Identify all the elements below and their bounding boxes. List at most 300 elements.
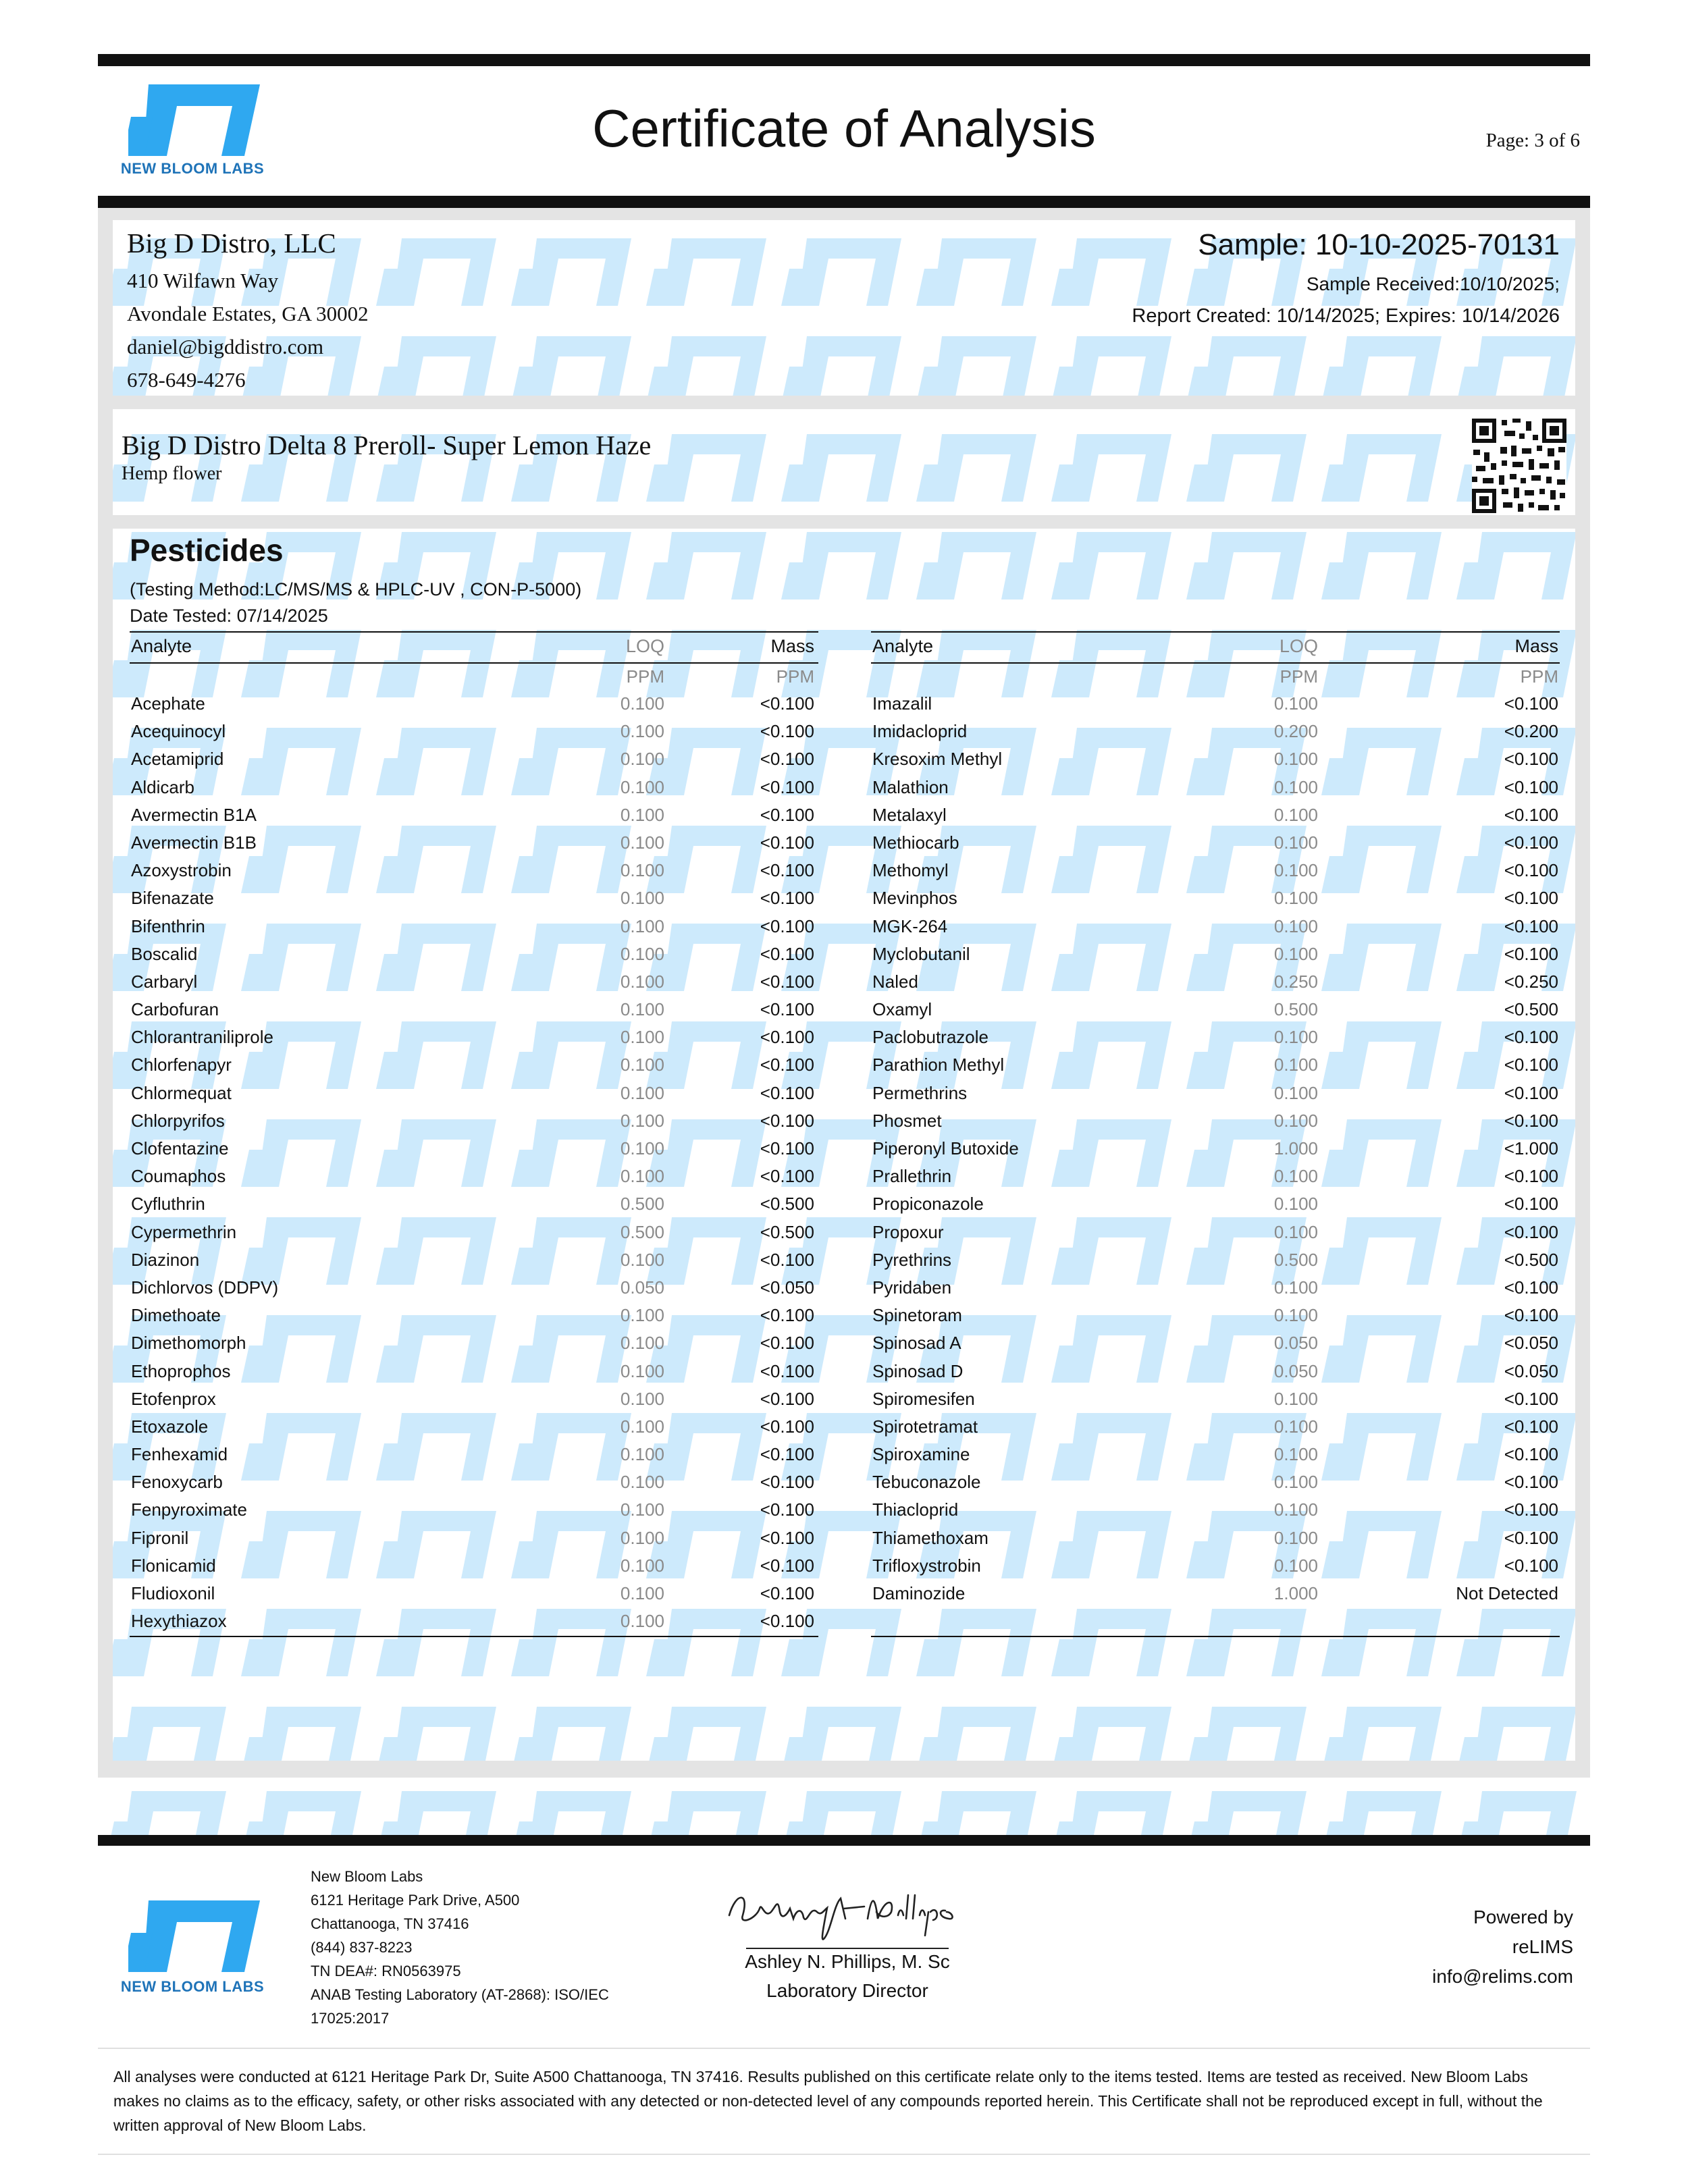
analyte-name: Methiocarb [872,832,959,853]
table-row [130,1163,818,1191]
mass-value: <0.100 [760,1611,814,1632]
client-address-line2: Avondale Estates, GA 30002 [127,302,369,325]
lab-line: 17025:2017 [311,2010,390,2027]
loq-value: 0.100 [620,1583,664,1603]
analyte-name: Flonicamid [131,1555,216,1576]
loq-value: 0.100 [1273,1305,1318,1326]
col-mass-header: Mass [770,636,814,656]
client-phone: 678-649-4276 [127,368,246,392]
mass-value: <0.100 [1504,1305,1558,1326]
table-row [130,1414,818,1441]
qr-code[interactable] [1472,419,1566,513]
analyte-name: Acephate [131,693,205,714]
watermark-strip [98,1778,1590,1838]
loq-value: 0.100 [620,749,664,770]
signature-scribble [722,1878,979,1946]
table-row [871,774,1560,802]
analyte-name: Trifloxystrobin [872,1555,981,1576]
mass-value: <0.100 [760,1527,814,1548]
loq-value: 0.100 [620,1527,664,1548]
analyte-name: Propoxur [872,1221,944,1242]
analyte-name: Malathion [872,776,949,797]
table-header [130,631,818,664]
analyte-name: Coumaphos [131,1166,226,1187]
loq-value: 0.100 [620,1472,664,1493]
col-analyte-header: Analyte [872,636,934,656]
analyte-name: Spiroxamine [872,1444,970,1465]
table-row [871,746,1560,774]
mass-unit: PPM [1520,666,1558,687]
analyte-name: Diazinon [131,1249,200,1270]
analyte-name: Acequinocyl [131,721,226,742]
analyte-name: MGK-264 [872,915,948,936]
loq-value: 0.100 [620,943,664,964]
loq-value: 0.100 [620,1333,664,1354]
signature-line [746,1948,949,1949]
mass-value: <0.100 [1504,1416,1558,1437]
sample-id: Sample: 10-10-2025-70131 [1198,228,1560,261]
loq-value: 0.050 [620,1277,664,1298]
table-row [130,1080,818,1108]
loq-value: 0.100 [1273,1388,1318,1409]
mass-value: <0.100 [760,1027,814,1048]
loq-value: 1.000 [1273,1138,1318,1158]
mass-value: <0.100 [760,999,814,1020]
analyte-name: Hexythiazox [131,1611,227,1632]
loq-value: 0.100 [1273,888,1318,909]
mass-value: <0.100 [1504,1221,1558,1242]
analyte-name: Azoxystrobin [131,860,232,881]
loq-value: 0.100 [1273,1472,1318,1493]
col-loq-header: LOQ [1279,636,1318,656]
disclaimer-top-rule [98,2048,1590,2049]
table-row [871,941,1560,969]
loq-value: 0.100 [620,1555,664,1576]
date-tested: Date Tested: 07/14/2025 [130,606,328,626]
mass-value: <0.500 [1504,999,1558,1020]
mass-value: <0.100 [760,832,814,853]
table-row [130,1330,818,1358]
loq-value: 0.100 [620,1166,664,1187]
table-row [871,1191,1560,1219]
mass-value: <0.050 [1504,1333,1558,1354]
analyte-name: Imazalil [872,693,932,714]
mass-value: <0.100 [760,915,814,936]
loq-unit: PPM [626,666,664,687]
mass-value: <0.100 [1504,1388,1558,1409]
table-row [871,1052,1560,1080]
client-address-line1: 410 Wilfawn Way [127,269,279,292]
analyte-name: Etoxazole [131,1416,209,1437]
loq-value: 0.100 [1273,915,1318,936]
disclaimer: All analyses were conducted at 6121 Heritage Park Dr, Suite A500 Chattanooga, TN 37416. Results published on this certificate relate only to the items tested. Items are tested as received. New Bloom Labs makes no claims as to the efficacy, safety, or other risks associated with any detected or non-detected level of any compounds reported herein. This Certificate shall not be reproduced except in full, without the written approval of New Bloom Labs. [113,2068,1543,2134]
analyte-name: Piperonyl Butoxide [872,1138,1019,1158]
analyte-name: Metalaxyl [872,804,947,825]
table-row [871,1469,1560,1497]
col-analyte-header: Analyte [131,636,192,656]
analyte-name: Spinetoram [872,1305,962,1326]
loq-value: 0.100 [620,832,664,853]
analyte-name: Parathion Methyl [872,1055,1005,1075]
loq-value: 0.100 [1273,1027,1318,1048]
table-row [871,1080,1560,1108]
loq-value: 0.100 [620,888,664,909]
loq-value: 0.100 [1273,804,1318,825]
loq-value: 0.100 [620,721,664,742]
table-row [130,969,818,996]
report-dates: Report Created: 10/14/2025; Expires: 10/14/2026 [1132,305,1560,327]
loq-value: 0.100 [1273,1166,1318,1187]
analyte-name: Avermectin B1A [131,804,257,825]
loq-value: 0.200 [1273,721,1318,742]
analyte-name: Spinosad D [872,1360,964,1381]
mass-value: <0.100 [760,1444,814,1465]
mass-value: <0.100 [1504,1055,1558,1075]
mass-value: <0.100 [1504,1277,1558,1298]
footer-logo-icon [128,1900,263,1973]
analyte-name: Myclobutanil [872,943,970,964]
table-row [130,885,818,913]
analyte-name: Etofenprox [131,1388,216,1409]
table-row [871,830,1560,857]
mass-value: <0.100 [1504,888,1558,909]
table-row [130,1553,818,1580]
lab-address-block [311,1865,609,2030]
loq-value: 0.100 [1273,832,1318,853]
mass-value: <0.100 [760,1055,814,1075]
analyte-name: Chlorpyrifos [131,1110,225,1131]
mass-value: <0.100 [1504,915,1558,936]
analyte-name: Imidacloprid [872,721,968,742]
unit-row [871,664,1560,691]
footer-logo-text: NEW BLOOM LABS [120,1978,265,1995]
loq-value: 0.100 [1273,1194,1318,1215]
loq-value: 0.100 [1273,1082,1318,1103]
loq-value: 0.100 [620,1499,664,1520]
loq-value: 0.100 [620,1611,664,1632]
table-row [871,1163,1560,1191]
loq-value: 1.000 [1273,1583,1318,1603]
mass-value: <0.200 [1504,721,1558,742]
table-row [871,885,1560,913]
table-row [130,830,818,857]
testing-method: (Testing Method:LC/MS/MS & HPLC-UV , CON-P-5000) [130,579,582,600]
loq-value: 0.100 [620,776,664,797]
lab-line: ANAB Testing Laboratory (AT-2868): ISO/IEC [311,1986,609,2003]
mass-value: <0.100 [1504,943,1558,964]
table-row [130,1608,818,1636]
mass-value: <0.100 [760,1499,814,1520]
footer-logo [115,1900,270,2002]
mass-value: <0.100 [760,1082,814,1103]
analyte-name: Oxamyl [872,999,932,1020]
table-row [871,1414,1560,1441]
table-row [871,1108,1560,1136]
mass-value: <0.100 [1504,1555,1558,1576]
loq-value: 0.100 [620,1055,664,1075]
loq-value: 0.100 [620,1444,664,1465]
loq-value: 0.100 [620,971,664,992]
analyte-name: Avermectin B1B [131,832,257,853]
mass-value: <0.100 [760,1138,814,1158]
table-row [871,1219,1560,1247]
mass-value: <0.500 [760,1221,814,1242]
table-row [130,718,818,746]
analyte-name: Cyfluthrin [131,1194,205,1215]
mass-value: <0.500 [1504,1249,1558,1270]
mass-value: <0.100 [760,1583,814,1603]
analyte-name: Prallethrin [872,1166,952,1187]
table-row [130,1525,818,1553]
table-row [130,1386,818,1414]
lab-line: (844) 837-8223 [311,1939,413,1956]
mass-value: <0.100 [1504,749,1558,770]
table-row [871,969,1560,996]
loq-value: 0.100 [620,1027,664,1048]
mass-unit: PPM [776,666,814,687]
loq-value: 0.100 [620,860,664,881]
mass-value: <0.100 [760,1333,814,1354]
mass-value: <0.100 [760,943,814,964]
table-row [130,1108,818,1136]
lab-line: Chattanooga, TN 37416 [311,1915,469,1932]
mass-value: <0.100 [760,860,814,881]
analyte-name: Kresoxim Methyl [872,749,1003,770]
loq-value: 0.500 [620,1194,664,1215]
analyte-name: Fipronil [131,1527,189,1548]
table-row [871,1247,1560,1275]
analyte-name: Thiamethoxam [872,1527,988,1548]
mass-value: Not Detected [1456,1583,1558,1603]
loq-unit: PPM [1280,666,1318,687]
header-rule [98,196,1590,208]
powered-by-label: Powered by [1473,1907,1573,1927]
table-row [130,996,818,1024]
table-row [130,746,818,774]
table-header [871,631,1560,664]
table-row [871,913,1560,941]
loq-value: 0.100 [620,1416,664,1437]
mass-value: <0.100 [1504,1527,1558,1548]
analyte-name: Pyrethrins [872,1249,952,1270]
loq-value: 0.100 [1273,1555,1318,1576]
analyte-name: Chlorfenapyr [131,1055,232,1075]
mass-value: <0.050 [760,1277,814,1298]
table-row [871,1024,1560,1052]
analyte-name: Naled [872,971,918,992]
loq-value: 0.100 [1273,1055,1318,1075]
loq-value: 0.100 [620,804,664,825]
mass-value: <0.100 [760,1416,814,1437]
analyte-name: Spiromesifen [872,1388,975,1409]
mass-value: <0.100 [1504,693,1558,714]
table-row [871,1386,1560,1414]
mass-value: <0.100 [1504,804,1558,825]
signature-image [722,1878,979,1946]
table-row [130,1191,818,1219]
table-row [871,1441,1560,1469]
loq-value: 0.100 [1273,1277,1318,1298]
mass-value: <0.500 [760,1194,814,1215]
loq-value: 0.100 [1273,943,1318,964]
mass-value: <0.100 [1504,1194,1558,1215]
loq-value: 0.100 [620,1305,664,1326]
loq-value: 0.100 [1273,1416,1318,1437]
sample-received: Sample Received:10/10/2025; [1306,273,1560,294]
table-row [871,996,1560,1024]
loq-value: 0.100 [620,1388,664,1409]
mass-value: <0.100 [760,804,814,825]
analyte-name: Carbaryl [131,971,198,992]
loq-value: 0.100 [620,1249,664,1270]
lab-line: 6121 Heritage Park Drive, A500 [311,1892,520,1909]
powered-by-vendor: reLIMS [1512,1936,1573,1957]
mass-value: <0.100 [1504,832,1558,853]
table-row [871,1358,1560,1386]
analyte-name: Mevinphos [872,888,957,909]
table-row [871,1302,1560,1330]
loq-value: 0.100 [620,693,664,714]
powered-by-email[interactable]: info@relims.com [1432,1966,1573,1987]
analyte-name: Clofentazine [131,1138,229,1158]
mass-value: <0.100 [1504,1472,1558,1493]
loq-value: 0.100 [1273,1221,1318,1242]
analyte-name: Propiconazole [872,1194,984,1215]
table-bottom-rule [130,1636,818,1637]
table-row [130,1441,818,1469]
analyte-name: Carbofuran [131,999,219,1020]
analyte-name: Chlormequat [131,1082,232,1103]
loq-value: 0.100 [620,1360,664,1381]
analyte-name: Dichlorvos (DDPV) [131,1277,279,1298]
table-row [130,1275,818,1302]
analyte-name: Dimethoate [131,1305,221,1326]
mass-value: <0.100 [1504,1110,1558,1131]
analyte-name: Ethoprophos [131,1360,231,1381]
table-row [130,1302,818,1330]
unit-row [130,664,818,691]
mass-value: <0.100 [1504,1166,1558,1187]
table-row [130,913,818,941]
analyte-name: Fenhexamid [131,1444,228,1465]
table-row [130,802,818,830]
signer-name: Ashley N. Phillips, M. Sc [745,1951,950,1972]
analyte-name: Methomyl [872,860,949,881]
mass-value: <0.100 [760,1249,814,1270]
table-row [130,1052,818,1080]
table-row [130,1136,818,1163]
table-row [871,1136,1560,1163]
analyte-name: Fludioxonil [131,1583,215,1603]
mass-value: <0.100 [760,1166,814,1187]
mass-value: <0.100 [1504,860,1558,881]
footer-rule [98,1835,1590,1846]
mass-value: <0.100 [760,971,814,992]
mass-value: <0.100 [1504,1027,1558,1048]
signer-title: Laboratory Director [766,1980,928,2001]
section-title: Pesticides [130,533,284,568]
table-row [871,1525,1560,1553]
mass-value: <0.100 [760,1360,814,1381]
analyte-name: Cypermethrin [131,1221,237,1242]
table-row [871,718,1560,746]
table-row [871,857,1560,885]
loq-value: 0.100 [620,1082,664,1103]
mass-value: <0.100 [1504,776,1558,797]
analyte-name: Spirotetramat [872,1416,978,1437]
table-bottom-rule [871,1636,1560,1637]
table-row [871,802,1560,830]
analyte-name: Aldicarb [131,776,194,797]
lab-line: TN DEA#: RN0563975 [311,1963,461,1979]
table-row [130,774,818,802]
table-row [130,1580,818,1608]
analyte-name: Boscalid [131,943,198,964]
analyte-name: Bifenthrin [131,915,205,936]
loq-value: 0.100 [1273,1499,1318,1520]
table-row [871,1330,1560,1358]
mass-value: <1.000 [1504,1138,1558,1158]
mass-value: <0.100 [1504,1499,1558,1520]
loq-value: 0.100 [620,1138,664,1158]
table-row [871,691,1560,718]
product-type: Hemp flower [122,463,222,484]
loq-value: 0.100 [1273,1527,1318,1548]
client-name: Big D Distro, LLC [127,228,336,259]
analyte-name: Fenpyroximate [131,1499,247,1520]
loq-value: 0.100 [1273,1444,1318,1465]
lab-line: New Bloom Labs [311,1868,423,1885]
col-mass-header: Mass [1514,636,1558,656]
analyte-name: Phosmet [872,1110,942,1131]
loq-value: 0.100 [620,915,664,936]
mass-value: <0.100 [760,693,814,714]
product-name: Big D Distro Delta 8 Preroll- Super Lemon Haze [122,430,652,460]
table-row [130,857,818,885]
analyte-name: Chlorantraniliprole [131,1027,273,1048]
table-row [130,1219,818,1247]
analyte-name: Pyridaben [872,1277,952,1298]
pesticides-table-left [130,631,818,1637]
table-row [130,1024,818,1052]
mass-value: <0.100 [760,1388,814,1409]
table-row [871,1580,1560,1608]
loq-value: 0.050 [1273,1333,1318,1354]
analyte-name: Tebuconazole [872,1472,981,1493]
disclaimer-bottom-rule [98,2154,1590,2155]
loq-value: 0.100 [620,999,664,1020]
analyte-name: Spinosad A [872,1333,961,1354]
mass-value: <0.100 [760,1472,814,1493]
mass-value: <0.100 [760,1110,814,1131]
mass-value: <0.250 [1504,971,1558,992]
analyte-name: Paclobutrazole [872,1027,988,1048]
analyte-name: Thiacloprid [872,1499,959,1520]
loq-value: 0.100 [1273,860,1318,881]
loq-value: 0.500 [620,1221,664,1242]
analyte-name: Dimethomorph [131,1333,246,1354]
loq-value: 0.100 [1273,776,1318,797]
mass-value: <0.050 [1504,1360,1558,1381]
loq-value: 0.500 [1273,999,1318,1020]
table-row [130,1358,818,1386]
analyte-name: Daminozide [872,1583,966,1603]
table-row [130,1469,818,1497]
document-title: Certificate of Analysis [592,99,1096,158]
loq-value: 0.100 [620,1110,664,1131]
table-row [871,1275,1560,1302]
mass-value: <0.100 [760,721,814,742]
